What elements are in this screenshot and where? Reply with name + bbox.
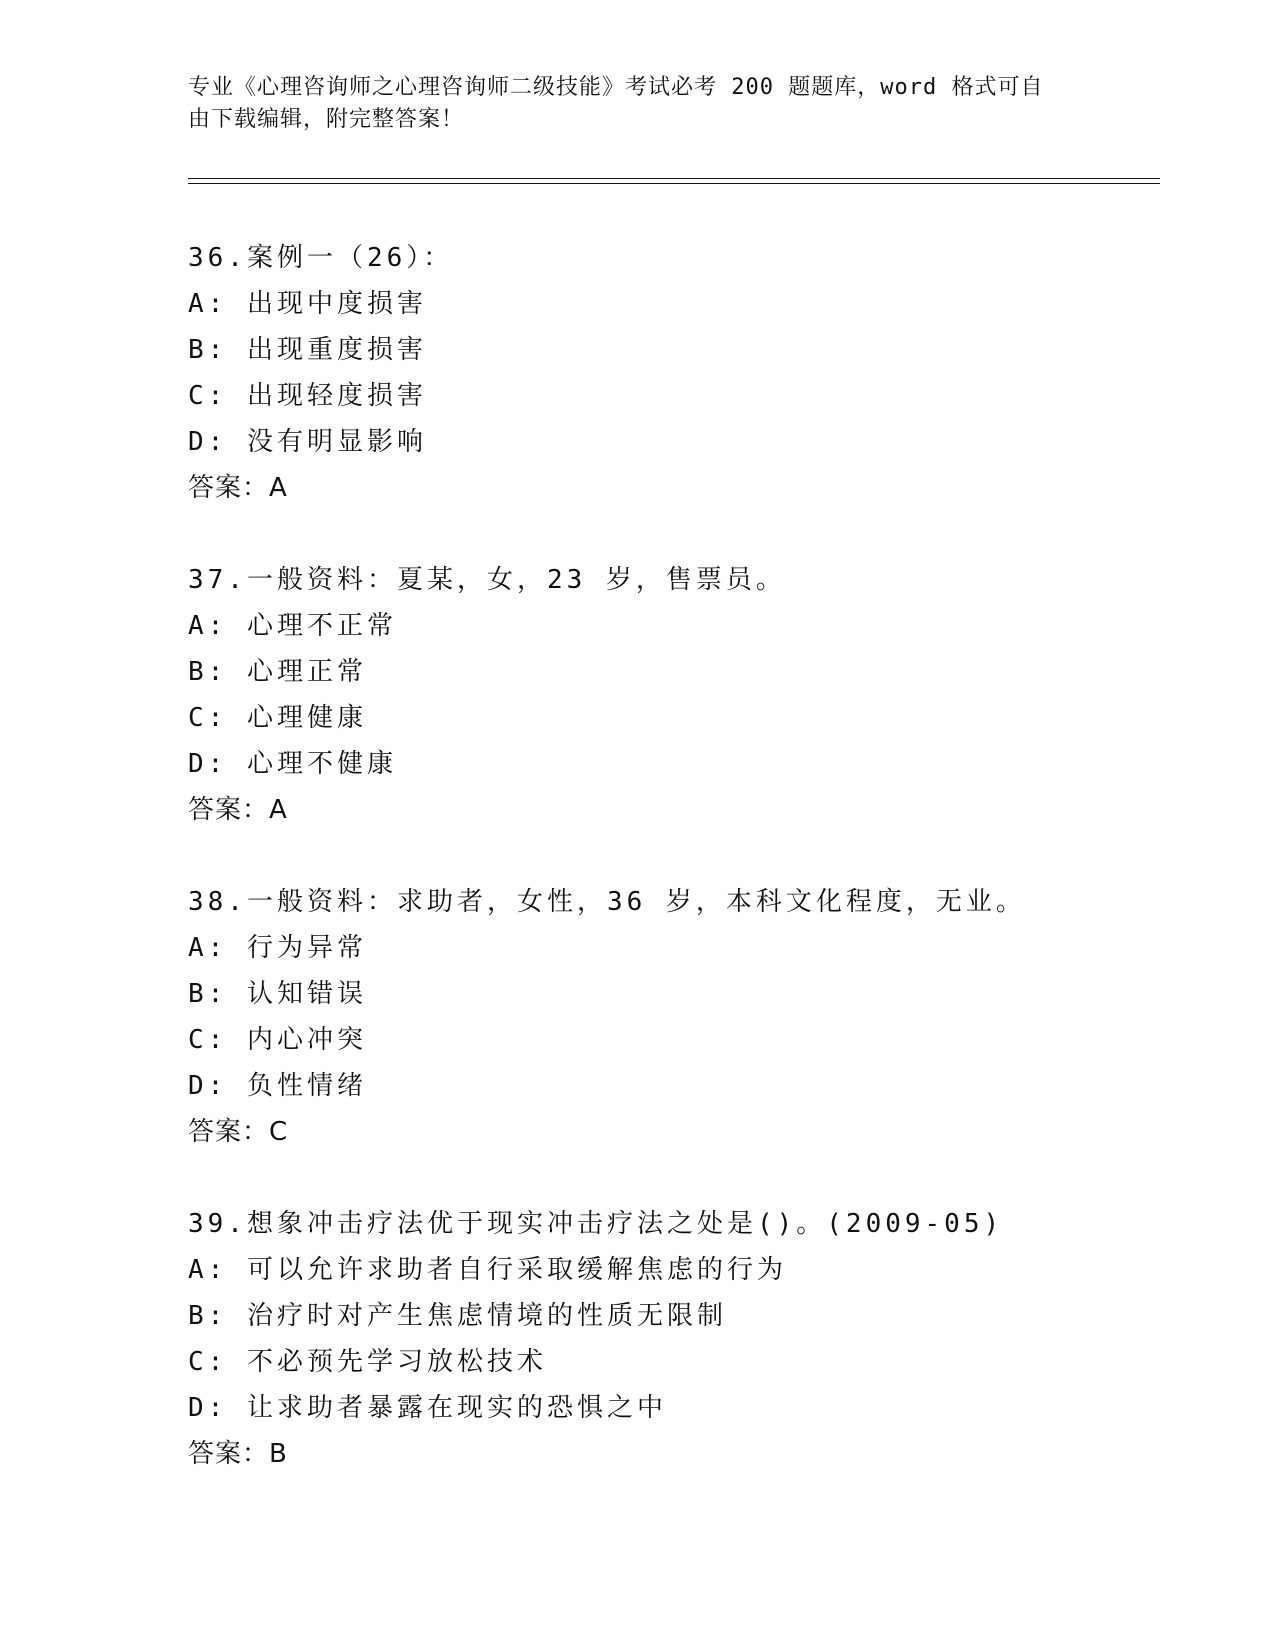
- option-b: B: 认知错误: [188, 979, 367, 1009]
- option-a: A: 出现中度损害: [188, 289, 427, 319]
- answer-line: 答案：B: [188, 1439, 288, 1469]
- option-b: B: 心理正常: [188, 657, 367, 687]
- question-list: [188, 235, 1168, 1477]
- question-36: [188, 235, 1168, 511]
- option-c: C: 不必预先学习放松技术: [188, 1347, 547, 1377]
- option-b: B: 治疗时对产生焦虑情境的性质无限制: [188, 1301, 727, 1331]
- question-stem: 39.想象冲击疗法优于现实冲击疗法之处是()。(2009-05): [188, 1209, 1004, 1239]
- answer-line: 答案：A: [188, 473, 288, 503]
- header-line-2: 由下载编辑，附完整答案！: [188, 107, 465, 132]
- option-c: C: 出现轻度损害: [188, 381, 427, 411]
- option-d: D: 负性情绪: [188, 1071, 367, 1101]
- question-38: [188, 879, 1168, 1155]
- question-stem: 36.案例一（26）：: [188, 243, 454, 273]
- question-stem: 38.一般资料：求助者，女性，36 岁，本科文化程度，无业。: [188, 887, 1026, 917]
- option-a: A: 心理不正常: [188, 611, 397, 641]
- question-39: [188, 1201, 1168, 1477]
- header-divider-bottom: [188, 183, 1160, 184]
- option-a: A: 行为异常: [188, 933, 367, 963]
- header-divider-top: [188, 178, 1160, 179]
- answer-line: 答案：A: [188, 795, 288, 825]
- option-c: C: 内心冲突: [188, 1025, 367, 1055]
- answer-line: 答案：C: [188, 1117, 289, 1147]
- option-d: D: 没有明显影响: [188, 427, 427, 457]
- question-stem: 37.一般资料：夏某，女，23 岁，售票员。: [188, 565, 786, 595]
- option-b: B: 出现重度损害: [188, 335, 427, 365]
- option-c: C: 心理健康: [188, 703, 367, 733]
- option-a: A: 可以允许求助者自行采取缓解焦虑的行为: [188, 1255, 787, 1285]
- option-d: D: 心理不健康: [188, 749, 397, 779]
- document-header: [188, 72, 1068, 136]
- header-line-1: 专业《心理咨询师之心理咨询师二级技能》考试必考 200 题题库，word 格式可自: [188, 75, 1044, 100]
- option-d: D: 让求助者暴露在现实的恐惧之中: [188, 1393, 667, 1423]
- question-37: [188, 557, 1168, 833]
